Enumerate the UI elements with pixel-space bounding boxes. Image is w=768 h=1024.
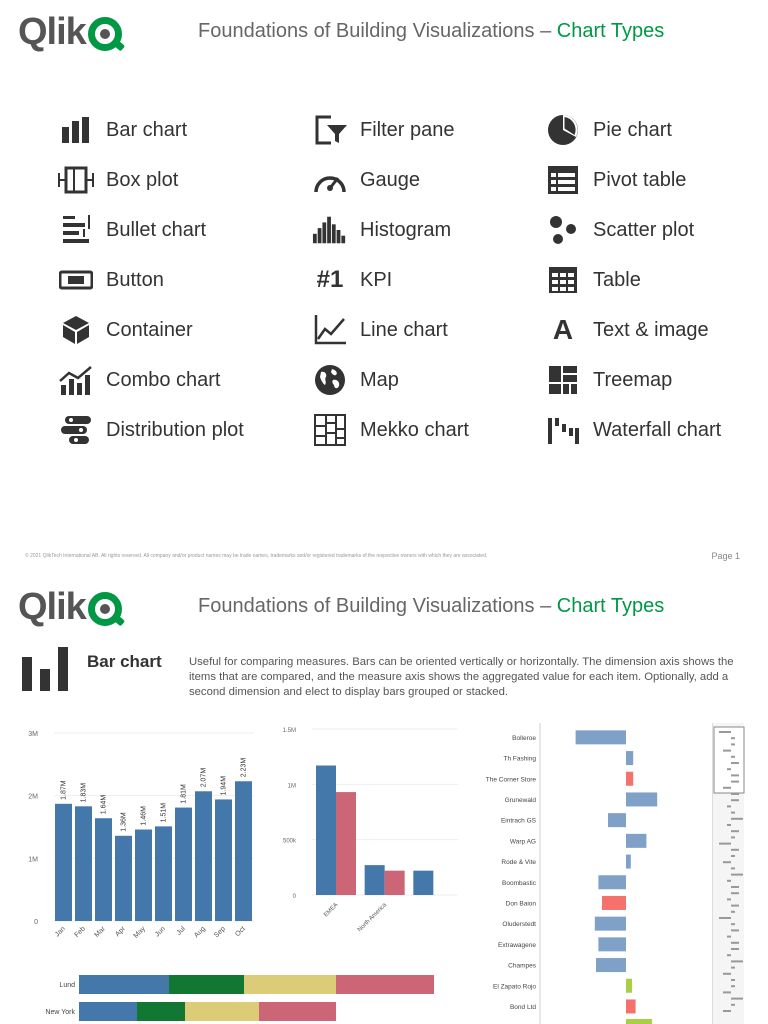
x-tick-label: North America bbox=[356, 902, 389, 934]
page-title: Foundations of Building Visualizations – Chart Types bbox=[198, 20, 665, 42]
qlik-logo: Qlik bbox=[18, 12, 122, 52]
minimap-bar bbox=[731, 929, 739, 931]
y-tick-label: Grunewald bbox=[504, 796, 536, 804]
minimap-bar bbox=[727, 898, 731, 900]
map-icon bbox=[312, 362, 348, 398]
minimap-bar bbox=[731, 756, 735, 758]
bar bbox=[626, 999, 636, 1013]
bar bbox=[169, 975, 244, 994]
bar-data-label: 1.51M bbox=[160, 802, 168, 823]
kpi-icon: #1 bbox=[316, 266, 344, 293]
bar-chart-icon bbox=[20, 645, 70, 693]
bar bbox=[626, 772, 633, 786]
minimap-bar bbox=[731, 985, 735, 987]
bar bbox=[336, 975, 434, 994]
type-text-image: A Text & image bbox=[545, 312, 709, 348]
minimap-viewport bbox=[714, 727, 744, 793]
y-tick-label: Bond Ltd bbox=[509, 1003, 536, 1011]
minimap-bar bbox=[731, 923, 735, 925]
minimap-bar bbox=[731, 948, 739, 950]
type-map: Map bbox=[312, 362, 399, 398]
y-tick-label: 1M bbox=[28, 856, 38, 864]
type-distribution-plot: Distribution plot bbox=[58, 412, 244, 448]
x-tick-label: Jun bbox=[153, 925, 167, 939]
bar bbox=[626, 834, 646, 848]
grouped-bar-chart bbox=[276, 723, 460, 948]
monthly-bar-chart bbox=[22, 723, 262, 948]
minimap-bar bbox=[731, 793, 739, 795]
page-2 bbox=[0, 575, 768, 1024]
type-box-plot: Box plot bbox=[58, 162, 178, 198]
button-icon bbox=[58, 262, 94, 298]
y-tick-label: Oluderstedt bbox=[502, 921, 536, 929]
minimap-bar bbox=[731, 979, 735, 981]
type-pie-chart: Pie chart bbox=[545, 112, 672, 148]
y-tick-label: Champes bbox=[508, 962, 536, 970]
minimap-bar bbox=[731, 998, 743, 1000]
minimap-bar bbox=[731, 836, 735, 838]
bar bbox=[185, 1002, 259, 1021]
container-icon bbox=[58, 312, 94, 348]
y-tick-label: El Zapato Rojo bbox=[493, 983, 536, 991]
type-treemap: Treemap bbox=[545, 362, 672, 398]
minimap-bar bbox=[731, 818, 743, 820]
minimap-bar bbox=[723, 991, 731, 993]
minimap-bar bbox=[731, 762, 739, 764]
line-chart-icon bbox=[312, 312, 348, 348]
y-tick-label: Boombastic bbox=[502, 879, 536, 887]
minimap-bar bbox=[727, 954, 731, 956]
y-tick-label: Th Fashing bbox=[503, 755, 536, 763]
section-description: Useful for comparing measures. Bars can be oriented vertically or horizontally. The dimension axis shows the items that are compared, and the measure axis shows the aggregated value for each item. Optionally, add a second dimension and elect to display bars grouped or stacked. bbox=[189, 656, 734, 698]
y-tick-label: 2M bbox=[28, 793, 38, 801]
type-waterfall-chart: Waterfall chart bbox=[545, 412, 721, 448]
qlik-q-mark bbox=[88, 592, 122, 626]
bar-data-label: 1.83M bbox=[80, 782, 88, 803]
type-table: Table bbox=[545, 262, 641, 298]
type-combo-chart: Combo chart bbox=[58, 362, 221, 398]
minimap-bar bbox=[727, 824, 731, 826]
pie-chart-icon bbox=[545, 112, 581, 148]
minimap-bar bbox=[731, 743, 735, 745]
bar bbox=[626, 1019, 652, 1024]
type-button: Button bbox=[58, 262, 164, 298]
bar bbox=[215, 799, 232, 921]
bar bbox=[626, 751, 633, 765]
type-bullet-chart: Bullet chart bbox=[58, 212, 206, 248]
bar bbox=[195, 791, 212, 921]
horizontal-bar-chart bbox=[470, 723, 710, 1024]
bar-data-label: 1.81M bbox=[180, 784, 188, 804]
y-tick-label: Extrawagene bbox=[498, 941, 536, 949]
x-tick-label: Oct bbox=[234, 925, 247, 939]
minimap-bar bbox=[731, 849, 739, 851]
y-tick-label: Bolleroe bbox=[512, 734, 536, 742]
chart-minimap[interactable] bbox=[712, 723, 744, 1024]
bar bbox=[259, 1002, 336, 1021]
y-tick-label: Eintrach GS bbox=[500, 817, 536, 825]
treemap-icon bbox=[545, 362, 581, 398]
y-tick-label: Lund bbox=[59, 982, 75, 989]
bar bbox=[95, 818, 112, 921]
minimap-bar bbox=[731, 911, 735, 913]
bar bbox=[626, 855, 631, 869]
bar bbox=[336, 792, 356, 895]
section-title: Bar chart bbox=[87, 652, 162, 671]
y-tick-label: Warp AG bbox=[509, 838, 536, 846]
copyright-notice: © 2021 QlikTech International AB. All rights reserved. All company and/or product names may be trade names, trademarks and/or registered trademarks of the respective owners with which they are associated. bbox=[25, 553, 488, 559]
pivot-table-icon bbox=[545, 162, 581, 198]
x-tick-label: Sep bbox=[213, 925, 227, 940]
minimap-bar bbox=[731, 737, 735, 739]
bar bbox=[596, 958, 626, 972]
bar bbox=[608, 813, 626, 827]
minimap-bar bbox=[723, 1010, 731, 1012]
mekko-chart-icon bbox=[312, 412, 348, 448]
type-line-chart: Line chart bbox=[312, 312, 448, 348]
bar bbox=[602, 896, 626, 910]
bar bbox=[316, 766, 336, 895]
table-icon bbox=[545, 262, 581, 298]
bullet-chart-icon bbox=[58, 212, 94, 248]
stacked-bar-chart bbox=[22, 973, 462, 1024]
page-title: Foundations of Building Visualizations – Chart Types bbox=[198, 595, 665, 617]
minimap-bar bbox=[731, 905, 739, 907]
minimap-bar bbox=[727, 768, 731, 770]
bar bbox=[155, 826, 172, 921]
bar-data-label: 1.87M bbox=[60, 780, 68, 800]
bar bbox=[79, 1002, 137, 1021]
y-tick-label: 1.5M bbox=[282, 728, 296, 734]
minimap-bar bbox=[731, 967, 735, 969]
y-tick-label: Rode & Vite bbox=[501, 859, 536, 867]
bar bbox=[75, 806, 92, 921]
y-tick-label: 3M bbox=[28, 731, 38, 738]
distribution-plot-icon bbox=[58, 412, 94, 448]
bar-data-label: 2.23M bbox=[240, 757, 248, 778]
type-filter-pane: Filter pane bbox=[312, 112, 455, 148]
y-tick-label: New York bbox=[45, 1009, 75, 1016]
minimap-bar bbox=[731, 855, 735, 857]
minimap-bar bbox=[731, 886, 739, 888]
minimap-bar bbox=[731, 799, 739, 801]
qlik-logo: Qlik bbox=[18, 587, 122, 627]
minimap-bar bbox=[727, 880, 731, 882]
bar bbox=[576, 730, 626, 744]
x-tick-label: Apr bbox=[114, 925, 127, 939]
minimap-bar bbox=[731, 892, 739, 894]
text-image-icon: A bbox=[552, 314, 574, 345]
bar bbox=[598, 937, 626, 951]
minimap-bar bbox=[727, 936, 731, 938]
minimap-bar bbox=[731, 781, 739, 783]
bar bbox=[175, 808, 192, 921]
gauge-icon bbox=[312, 162, 348, 198]
bar bbox=[365, 865, 385, 895]
minimap-bar bbox=[731, 867, 735, 869]
qlik-q-mark bbox=[88, 17, 122, 51]
y-tick-label: The Corner Store bbox=[485, 776, 536, 784]
bar bbox=[79, 975, 169, 994]
minimap-bar bbox=[723, 861, 731, 863]
bar bbox=[235, 781, 252, 921]
type-pivot-table: Pivot table bbox=[545, 162, 686, 198]
x-tick-label: May bbox=[132, 925, 147, 940]
y-tick-label: Don Baion bbox=[505, 900, 536, 908]
bar bbox=[115, 836, 132, 921]
minimap-bar bbox=[727, 805, 731, 807]
bar bbox=[137, 1002, 185, 1021]
minimap-bar bbox=[723, 750, 731, 752]
bar-data-label: 2.07M bbox=[200, 767, 208, 788]
minimap-bar bbox=[723, 787, 731, 789]
type-gauge: Gauge bbox=[312, 162, 420, 198]
minimap-bar bbox=[719, 917, 731, 919]
scatter-plot-icon bbox=[545, 212, 581, 248]
minimap-bar bbox=[723, 973, 731, 975]
waterfall-chart-icon bbox=[545, 412, 581, 448]
bar bbox=[626, 792, 657, 806]
bar-data-label: 1.46M bbox=[140, 806, 148, 826]
minimap-bar bbox=[731, 874, 743, 876]
minimap-bar bbox=[731, 812, 735, 814]
x-tick-label: Feb bbox=[73, 925, 87, 939]
bar bbox=[244, 975, 336, 994]
y-tick-label: 500k bbox=[282, 838, 296, 845]
minimap-bar bbox=[731, 830, 739, 832]
type-kpi: #1 KPI bbox=[312, 262, 392, 298]
bar-data-label: 1.94M bbox=[220, 775, 228, 796]
bar bbox=[55, 804, 72, 921]
bar-chart-icon bbox=[58, 112, 94, 148]
histogram-icon bbox=[312, 212, 348, 248]
minimap-bar bbox=[719, 731, 731, 733]
minimap-bar bbox=[731, 942, 739, 944]
bar bbox=[385, 871, 405, 895]
x-tick-label: Jul bbox=[175, 925, 187, 937]
x-tick-label: Aug bbox=[193, 925, 207, 940]
x-tick-label: Mar bbox=[93, 925, 107, 939]
minimap-bar bbox=[719, 843, 731, 845]
bar bbox=[626, 979, 632, 993]
type-container: Container bbox=[58, 312, 193, 348]
type-scatter-plot: Scatter plot bbox=[545, 212, 694, 248]
bar bbox=[135, 830, 152, 921]
bar-data-label: 1.64M bbox=[100, 794, 108, 815]
minimap-bar bbox=[731, 774, 739, 776]
type-histogram: Histogram bbox=[312, 212, 451, 248]
x-tick-label: Jan bbox=[53, 925, 67, 939]
minimap-bar bbox=[731, 1004, 735, 1006]
combo-chart-icon bbox=[58, 362, 94, 398]
y-tick-label: 0 bbox=[292, 894, 296, 900]
bar bbox=[598, 875, 626, 889]
filter-pane-icon bbox=[312, 112, 348, 148]
box-plot-icon bbox=[58, 162, 94, 198]
y-tick-label: 0 bbox=[34, 919, 38, 926]
type-bar-chart: Bar chart bbox=[58, 112, 187, 148]
minimap-bar bbox=[731, 960, 743, 962]
bar bbox=[413, 871, 433, 895]
page-number: Page 1 bbox=[711, 551, 740, 561]
y-tick-label: 1M bbox=[287, 783, 296, 790]
bar-data-label: 1.36M bbox=[120, 812, 128, 832]
bar bbox=[595, 917, 626, 931]
x-tick-label: EMEA bbox=[323, 902, 340, 919]
type-mekko-chart: Mekko chart bbox=[312, 412, 469, 448]
